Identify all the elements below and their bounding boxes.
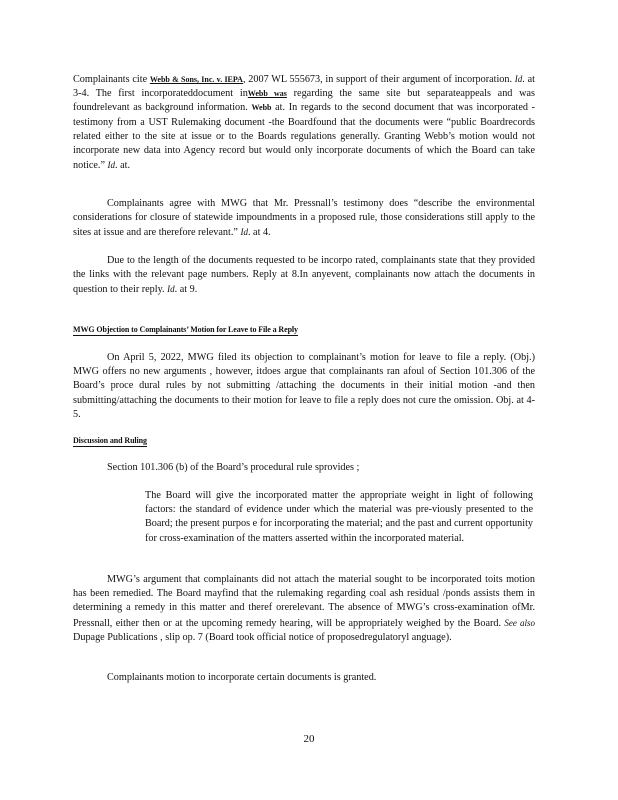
section-heading-discussion: Discussion and Ruling (73, 436, 147, 445)
text-run: Due to the length of the documents requested to be incorpo rated, complainants state that they provided the links with the relevant page numbers. Reply at 8.In anyevent, complainants now attach the documents in question to their reply. (73, 255, 535, 296)
page-number: 20 (303, 733, 315, 745)
text-run: . at. (115, 160, 131, 172)
paragraph-analysis (73, 573, 535, 645)
text-run: . at 4. (247, 227, 271, 239)
paragraph-pressnall-testimony (73, 197, 535, 241)
case-citation: Webb was (247, 89, 287, 99)
case-citation: Webb (251, 103, 272, 113)
text-run: regarding the same site but separateappeals and was foundrelevant as background information. (73, 88, 535, 114)
text-run: at. In regards to the second document that was incorporated -testimony from a UST Rulemaking document -the Boardfound that the documents were “public Boardrecords related either to the site at issue or to the Boards regulations generally. Granting Webb’s motion would not incorporate new data into Agency record but would only incorporate documents of which the Board can take notice.” (73, 102, 535, 172)
paragraph-ruling: Complainants motion to incorporate certain documents is granted. (107, 672, 377, 683)
id-citation: Id (107, 160, 116, 171)
text-run: , 2007 WL 555673, in support of their argument of incorporation. (242, 74, 515, 85)
section-heading-objection: MWG Objection to Complainants’ Motion for Leave to File a Reply (73, 325, 298, 334)
case-citation: Webb & Sons, Inc. v. IEPA (149, 75, 243, 84)
paragraph-section-reference: Section 101.306 (b) of the Board’s procedural rule sprovides ; (107, 462, 360, 473)
text-run: Complainants agree with MWG that Mr. Pressnall’s testimony does “describe the environmental considerations for closure of statewide impoundments in a proposed rule, those considerations still apply to the sites at issue and are therefore relevant.” (73, 198, 535, 239)
see-also-signal: See also (504, 617, 535, 628)
paragraph-document-links (73, 254, 535, 298)
text-run: Dupage Publications , slip op. 7 (Board took official notice of proposedregulatoryl anguage). (73, 631, 452, 643)
text-run: . at 3-4. The first incorporateddocument in (73, 74, 535, 100)
id-citation: Id (240, 227, 248, 238)
block-quote-rule: The Board will give the incorporated matter the appropriate weight in light of following factors: the standard of evidence under which the material was pre-viously presented to the Board; the present purpos e for incorporating the material; and the past and current opportunity for cross-examination of the matters asserted within the incorporated material. (145, 490, 533, 544)
id-citation: Id (167, 284, 175, 295)
paragraph-objection: On April 5, 2022, MWG filed its objection to complainant’s motion for leave to file a reply. (Obj.) MWG offers no new arguments , however, itdoes argue that complainants ran afoul of Section 101.306 of the Board’s proce dural rules by not submitting /attaching the documents in their initial motion -and then submitting/attaching the documents to their motion for leave to file a reply does not cure the omission. Obj. at 4- 5. (73, 352, 535, 420)
text-run: MWG’s argument that complainants did not attach the material sought to be incorporated toits motion has been remedied. The Board mayfind that the rulemaking regarding coal ash residual /ponds assists them in determining a remedy in this matter and theref orerelevant. The absence of MWG’s cross-examination ofMr. Pressnall, either then or at the upcoming remedy hearing, will be appropriately weighed by the Board. (73, 574, 535, 629)
paragraph-webb-argument (73, 72, 535, 173)
text-run: Complainants cite (73, 74, 150, 85)
id-citation: Id (514, 74, 523, 84)
text-run: . at 9. (174, 284, 198, 296)
